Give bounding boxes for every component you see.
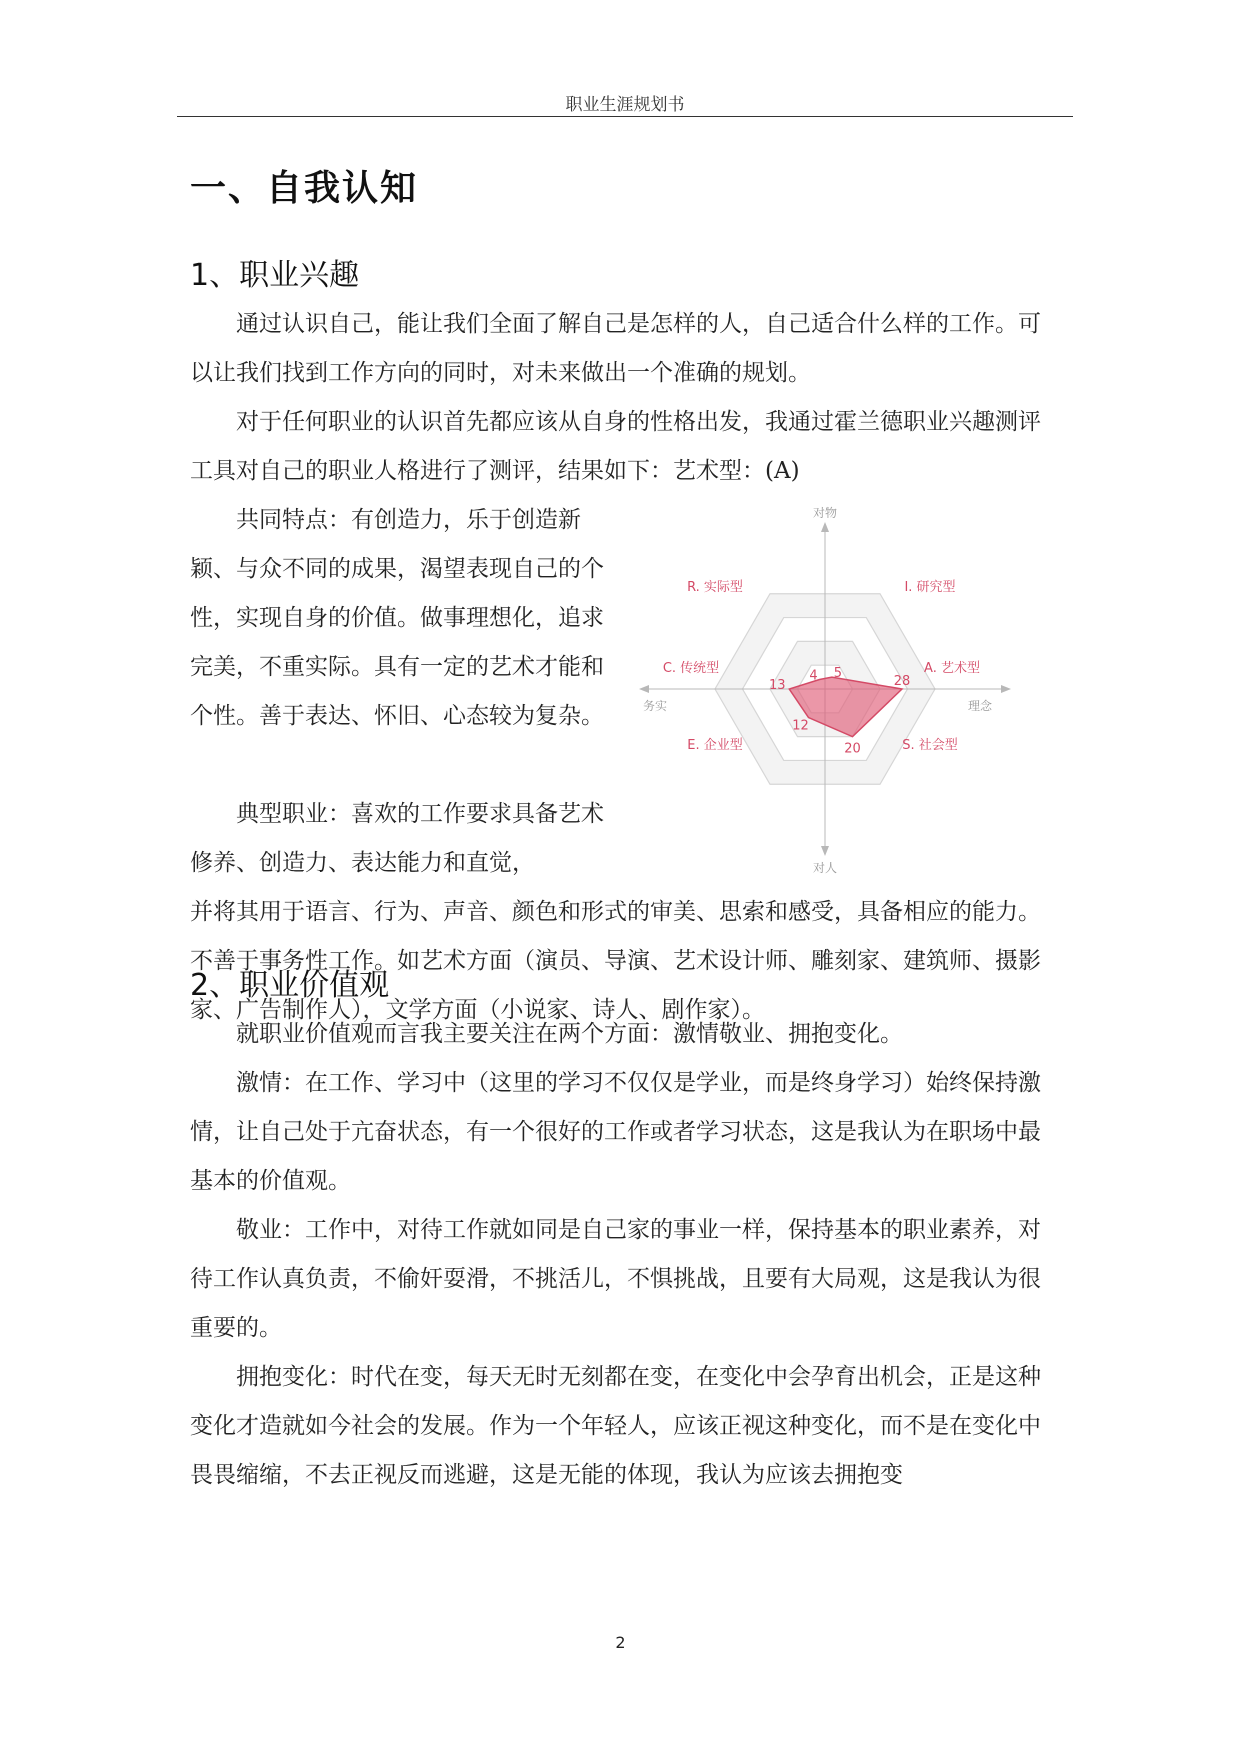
category-label-c: C. 传统型 — [662, 661, 720, 676]
category-label-e: E. 企业型 — [687, 738, 743, 753]
value-label-r: 4 — [809, 668, 818, 684]
axis-label-left: 务实 — [642, 699, 668, 713]
paragraph-dedication: 敬业：工作中，对待工作就如同是自己家的事业一样，保持基本的职业素养，对待工作认真负责，不偷奸耍滑，不挑活儿，不惧挑战，且要有大局观，这是我认为很重要的。 — [190, 1217, 1041, 1341]
category-label-a: A. 艺术型 — [924, 661, 980, 676]
page-number: 2 — [615, 1633, 626, 1652]
axis-arrow-bottom — [821, 846, 829, 856]
category-label-i: I. 研究型 — [904, 580, 956, 595]
holland-radar-chart — [625, 500, 1025, 880]
paragraph-common-traits: 共同特点：有创造力，乐于创造新颖、与众不同的成果，渴望表现自己的个性，实现自身的价值。做事理想化，追求完美，不重实际。具有一定的艺术才能和个性。善于表达、怀旧、心态较为复杂。 — [190, 507, 604, 729]
axis-label-right: 理念 — [967, 699, 993, 713]
axis-arrow-left — [639, 685, 649, 693]
page-header: 职业生涯规划书 — [565, 95, 685, 115]
paragraph-typical-jobs-lead: 典型职业：喜欢的工作要求具备艺术修养、创造力、表达能力和直觉， — [190, 801, 604, 876]
axis-label-bottom: 对人 — [812, 861, 838, 875]
paragraph-self-knowledge: 通过认识自己，能让我们全面了解自己是怎样的人，自己适合什么样的工作。可以让我们找到工作方向的同时，对未来做出一个准确的规划。 — [190, 311, 1041, 386]
category-label-r: R. 实际型 — [687, 580, 743, 595]
section-heading: 一、自我认知 — [190, 168, 419, 209]
subsection-heading-values: 2、职业价值观 — [190, 968, 390, 1003]
paragraph-values-intro: 就职业价值观而言我主要关注在两个方面：激情敬业、拥抱变化。 — [236, 1021, 903, 1047]
paragraph-embrace-change: 拥抱变化：时代在变，每天无时无刻都在变，在变化中会孕育出机会，正是这种变化才造就如今社会的发展。作为一个年轻人，应该正视这种变化，而不是在变化中畏畏缩缩，不去正视反而逃避，这是无能的体现，我认为应该去拥抱变 — [190, 1364, 1041, 1488]
value-label-a: 28 — [893, 674, 911, 689]
value-label-i: 5 — [833, 666, 843, 682]
subsection-heading-interest: 1、职业兴趣 — [190, 258, 360, 293]
header-rule — [177, 116, 1073, 117]
category-label-s: S. 社会型 — [902, 738, 958, 753]
value-label-e: 12 — [792, 718, 809, 734]
value-label-s: 20 — [844, 741, 861, 757]
axis-arrow-right — [1001, 685, 1011, 693]
axis-arrow-top — [821, 522, 829, 532]
paragraph-holland-test: 对于任何职业的认识首先都应该从自身的性格出发，我通过霍兰德职业兴趣测评工具对自己的职业人格进行了测评，结果如下：艺术型：(A) — [190, 409, 1041, 484]
value-label-c: 13 — [768, 678, 786, 693]
paragraph-passion: 激情：在工作、学习中（这里的学习不仅仅是学业，而是终身学习）始终保持激情，让自己处于亢奋状态，有一个很好的工作或者学习状态，这是我认为在职场中最基本的价值观。 — [190, 1070, 1041, 1194]
paragraph-typical-jobs-rest: 并将其用于语言、行为、声音、颜色和形式的审美、思索和感受，具备相应的能力。不善于事务性工作。如艺术方面（演员、导演、艺术设计师、雕刻家、建筑师、摄影家、广告制作人），文学方面（小说家、诗人、剧作家）。 — [190, 899, 1041, 1023]
axis-label-top: 对物 — [812, 506, 838, 520]
